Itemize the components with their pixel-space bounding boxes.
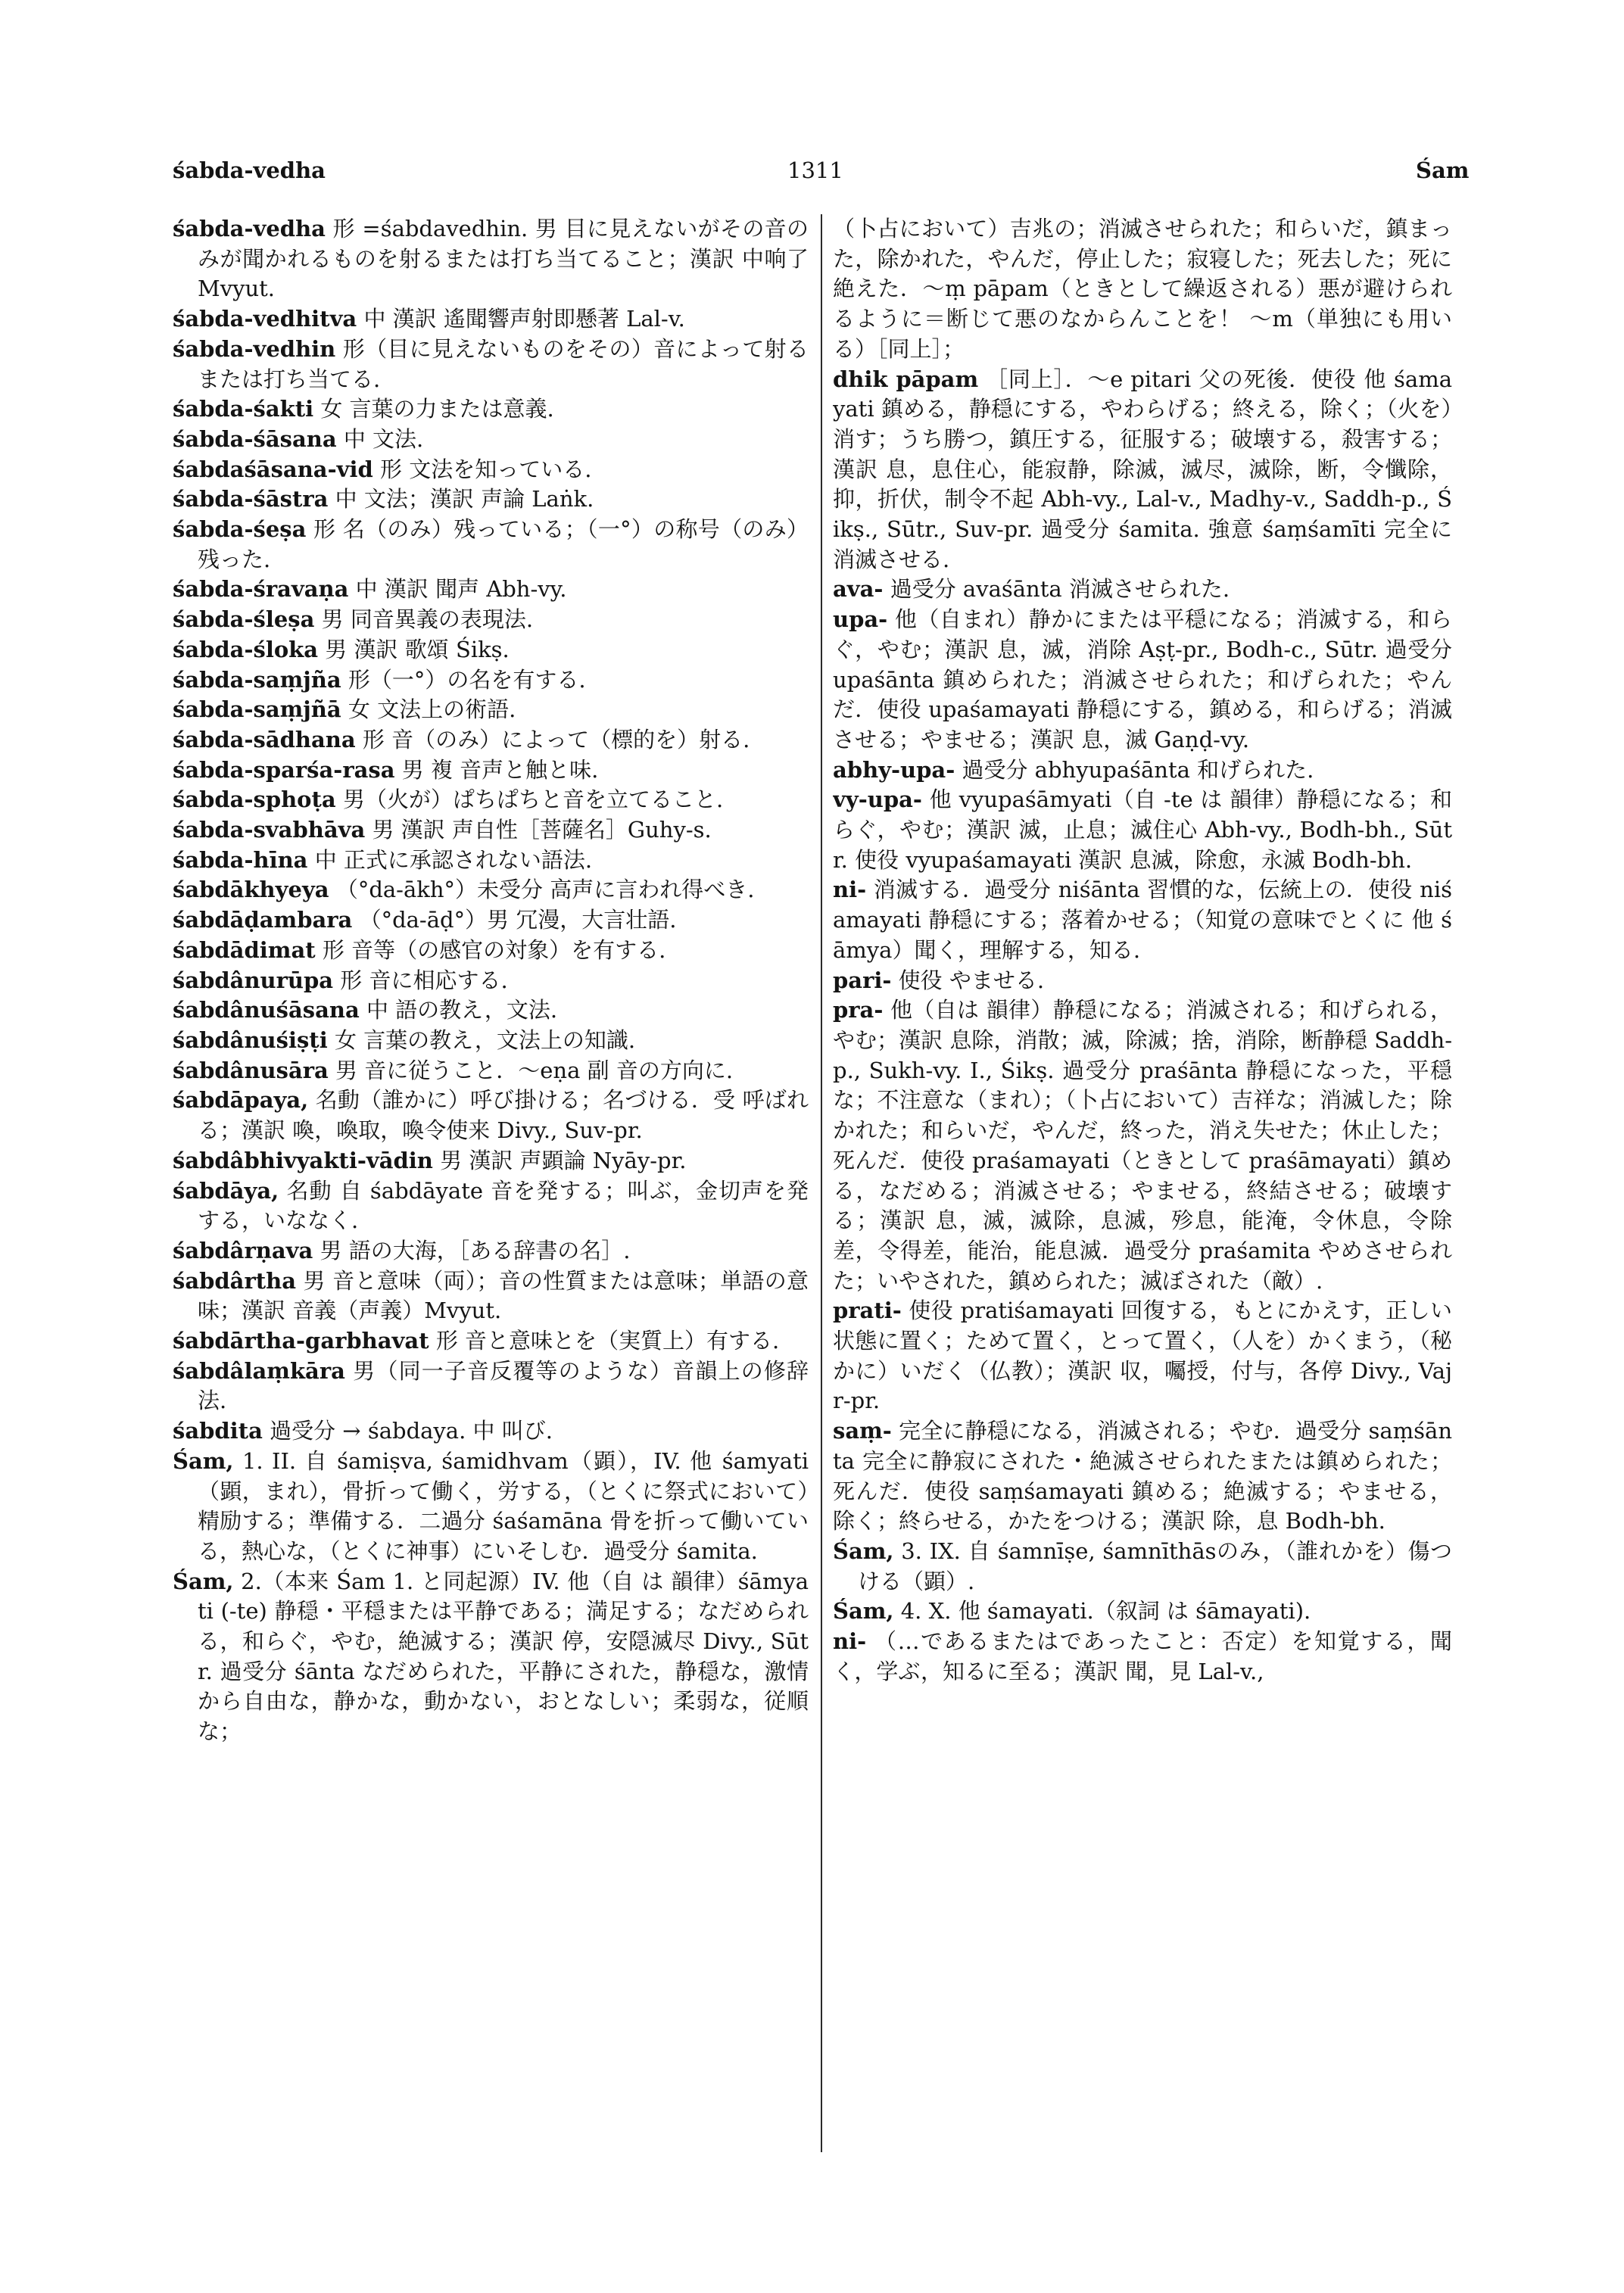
entry-headword: prati- (833, 1298, 902, 1324)
dictionary-entry (833, 1597, 1452, 1627)
entry-headword: Śam, (833, 1537, 894, 1564)
entry-definition: 形 音（のみ）によって（標的を）射る. (362, 726, 750, 752)
dictionary-entry (173, 936, 809, 966)
dictionary-entry (173, 1416, 809, 1447)
dictionary-entry (173, 725, 809, 756)
entry-definition: 形（一°）の名を有する. (348, 666, 586, 693)
dictionary-entry (173, 1357, 809, 1416)
column-divider (821, 214, 822, 2152)
entry-definition: 中 文法. (343, 425, 424, 452)
entry-headword: śabda-śāstra (173, 486, 329, 512)
dictionary-entry (173, 1026, 809, 1056)
dictionary-entry (833, 875, 1452, 965)
entry-headword: dhik pāpam (833, 366, 979, 392)
entry-definition: 使役 やませる. (898, 967, 1045, 993)
dictionary-entry (173, 214, 809, 304)
entry-definition: 中 正式に承認されない語法. (314, 846, 593, 873)
entry-definition: 男 漢訳 声自性［菩薩名］Guhy-s. (372, 817, 712, 843)
dictionary-entry (173, 1447, 809, 1567)
dictionary-entry (833, 575, 1452, 605)
entry-headword: Śam, (173, 1568, 234, 1594)
dictionary-entry (833, 365, 1452, 575)
entry-definition: 中 漢訳 聞声 Abh-vy. (355, 576, 567, 603)
dictionary-entry (833, 966, 1452, 996)
entry-headword: śabda-śakti (173, 396, 314, 422)
dictionary-entry (833, 1627, 1452, 1687)
entry-headword: śabda-hīna (173, 846, 308, 873)
dictionary-entry (173, 335, 809, 394)
entry-definition: 形 名（のみ）残っている；（一°）の称号（のみ）残った. (198, 516, 809, 572)
entry-headword: saṃ- (833, 1418, 892, 1444)
dictionary-entry (173, 1056, 809, 1086)
entry-headword: śabdaśāsana-vid (173, 456, 373, 482)
entry-definition: 男（火が）ぱちぱちと音を立てること. (342, 787, 724, 813)
entry-headword: pra- (833, 997, 884, 1023)
dictionary-entry (173, 905, 809, 936)
entry-headword: śabda-sādhana (173, 726, 356, 752)
entry-definition: 中 文法；漢訳 声論 Laṅk. (335, 486, 594, 512)
entry-headword: śabda-śravaṇa (173, 576, 349, 603)
dictionary-entry (833, 995, 1452, 1296)
entry-definition: 他（自は 韻律）静穏になる；消滅される；和げられる，やむ；漢訳 息除，消散；滅，除滅；捨，消除，断静穏 Saddh-p., Sukh-vy. I., Śikṣ. 過受分 praśānta 静穏になった，平穏な；不注意な（まれ）；（卜占において）吉祥な；消滅した；除かれた；和らいだ，やんだ，終った，消え失せた；休止した；死んだ．使役 praśamayati（ときとして praśāmayati）鎮める，なだめる；消滅させる；やませる，終結させる；破壊する；漢訳 息，滅，滅除，息滅，殄息，能淹，令休息，令除差，令得差，能治，能息滅．過受分 praśamita やめさせられた；いやされた，鎮められた；滅ぼされた（敵）. (833, 997, 1452, 1294)
entry-definition: 名動 自 śabdāyate 音を発する；叫ぶ，金切声を発する，いななく. (198, 1177, 809, 1234)
dictionary-entry (833, 1416, 1452, 1537)
entry-definition: 中 語の教え，文法. (366, 997, 558, 1023)
entry-headword: śabdâbhivyakti-vādin (173, 1147, 433, 1173)
entry-definition: 消滅する．過受分 niśānta 習慣的な，伝統上の．使役 niśamayati 静穏にする；落着かせる；（知覚の意味でとくに 他 śāmya）聞く，理解する，知る. (833, 877, 1452, 963)
entry-definition: （°da-āḍ°）男 冗漫，大言壮語. (359, 907, 677, 933)
dictionary-entry (833, 1296, 1452, 1416)
dictionary-entry (173, 785, 809, 815)
entry-definition: （…であるまたはであったこと：否定）を知覚する，聞く，学ぶ，知るに至る；漢訳 聞，見 Lal-v., (833, 1628, 1452, 1684)
dictionary-entry (173, 1266, 809, 1326)
entry-headword: śabdânusāra (173, 1057, 329, 1083)
entry-definition: 女 文法上の術語. (348, 696, 516, 723)
dictionary-entry (173, 575, 809, 605)
entry-headword: śabdânuśāsana (173, 997, 360, 1023)
entry-headword: ni- (833, 1628, 867, 1655)
entry-definition: 中 漢訳 遙聞響声射即懸著 Lal-v. (363, 306, 685, 332)
entry-headword: śabda-saṃjña (173, 666, 341, 693)
entry-headword: śabdârṇava (173, 1237, 313, 1263)
entry-headword: śabdânurūpa (173, 967, 334, 993)
entry-headword: śabdāya, (173, 1177, 279, 1204)
dictionary-entry (173, 635, 809, 665)
dictionary-entry (833, 785, 1452, 875)
entry-headword: śabdāpaya, (173, 1087, 309, 1114)
entry-definition: 形 音と意味とを（実質上）有する. (435, 1328, 780, 1354)
entry-definition: 形（目に見えないものをその）音によって射るまたは打ち当てる. (198, 335, 809, 392)
entry-headword: Śam, (833, 1598, 894, 1625)
entry-definition: 女 言葉の力または意義. (320, 396, 554, 422)
entry-definition: 形 =śabdavedhin. 男 目に見えないがその音のみが聞かれるものを射るまたは打ち当てること；漢訳 中响了 Mvyut. (198, 216, 809, 302)
entry-headword: śabda-śeṣa (173, 516, 307, 543)
dictionary-entry (833, 756, 1452, 786)
entry-headword: śabda-saṃjñā (173, 696, 341, 723)
entry-headword: pari- (833, 967, 892, 993)
entry-headword: śabdārtha-garbhavat (173, 1328, 429, 1354)
dictionary-entry (173, 695, 809, 725)
entry-headword: śabda-śleṣa (173, 606, 315, 633)
entry-definition: 男 音と意味（両）；音の性質または意味；単語の意味；漢訳 音義（声義）Mvyut. (198, 1267, 809, 1324)
dictionary-entry (833, 605, 1452, 756)
entry-headword: śabda-vedha (173, 216, 326, 241)
running-head-right: Śam (1416, 157, 1470, 183)
entry-definition: 男 音に従うこと．～eṇa 副 音の方向に. (335, 1057, 734, 1083)
entry-headword: śabda-vedhin (173, 335, 336, 362)
page-number: 1311 (787, 157, 843, 183)
entry-definition: ［同上］．～e pitari 父の死後．使役 他 śamayati 鎮める，静穏にする，やわらげる；終える，除く；（火を）消す；うち勝つ，鎮圧する，征服する；破壊する，殺害する；漢訳 息，息住心，能寂静，除滅，滅尽，滅除，断，令懺除，抑，折伏，制令不起 Abh-vy., Lal-v., Madhy-v., Saddh-p., Śikṣ., Sūtr., Suv-pr. 過受分 śamita. 強意 śaṃśamīti 完全に消滅させる. (833, 366, 1452, 572)
dictionary-entry (173, 1086, 809, 1145)
entry-definition: 男 語の大海，［ある辞書の名］. (320, 1237, 631, 1263)
dictionary-entry (173, 995, 809, 1026)
dictionary-entry (173, 1146, 809, 1176)
dictionary-entry (173, 1176, 809, 1236)
entry-definition: 男 複 音声と触と味. (401, 756, 599, 783)
entry-headword: śabdânuśiṣṭi (173, 1027, 328, 1053)
dictionary-entry (173, 875, 809, 905)
entry-definition: 名動（誰かに）呼び掛ける；名づける．受 呼ばれる；漢訳 喚，喚取，喚令使来 Divy., Suv-pr. (198, 1087, 809, 1144)
right-column (833, 214, 1452, 2182)
entry-definition: 他 vyupaśāmyati（自 -te は 韻律）静穏になる；和らぐ，やむ；漢訳 滅，止息；滅住心 Abh-vy., Bodh-bh., Sūtr. 使役 vyupaśamayati 漢訳 息滅，除愈，永滅 Bodh-bh. (833, 787, 1452, 873)
entry-definition: 形 文法を知っている. (379, 456, 592, 482)
entry-definition: 完全に静穏になる，消滅される；やむ．過受分 saṃśānta 完全に静寂にされた・絶滅させられたまたは鎮められた；死んだ．使役 saṃśamayati 鎮める；絶滅する；やませる，除く；終らせる，かたをつける；漢訳 除，息 Bodh-bh. (833, 1418, 1452, 1534)
entry-headword: śabdākhyeya (173, 877, 329, 903)
entry-headword: vy-upa- (833, 787, 922, 813)
dictionary-entry (833, 1537, 1452, 1597)
entry-headword: śabdādimat (173, 936, 316, 963)
dictionary-entry (833, 214, 1452, 365)
entry-definition: 4. X. 他 śamayati.（叙詞 は śāmayati). (900, 1598, 1311, 1625)
entry-definition: 男 漢訳 声顕論 Nyāy-pr. (440, 1147, 687, 1173)
left-column (173, 214, 809, 2182)
entry-headword: śabdita (173, 1418, 263, 1444)
entry-headword: śabdârtha (173, 1267, 297, 1294)
entry-headword: śabda-svabhāva (173, 817, 366, 843)
entry-headword: Śam, (173, 1447, 234, 1474)
dictionary-entry (173, 756, 809, 786)
entry-definition: 使役 pratiśamayati 回復する，もとにかえす，正しい状態に置く；ためて置く，とって置く，（人を）かくまう，（秘かに）いだく（仏教）；漢訳 収，囑授，付与，各停 Divy., Vajr-pr. (833, 1298, 1452, 1414)
entry-headword: ni- (833, 877, 867, 903)
dictionary-entry (173, 1236, 809, 1266)
entry-headword: śabda-śāsana (173, 425, 337, 452)
dictionary-entry (173, 815, 809, 846)
entry-definition: 女 言葉の教え，文法上の知識. (334, 1027, 636, 1053)
entry-definition: （卜占において）吉兆の；消滅させられた；和らいだ，鎮まった，除かれた，やんだ，停止した；寂寝した；死去した；死に絶えた．～ṃ pāpam（ときとして繰返される）悪が避けられるように＝断じて悪のなからんことを！ ～m（単独にも用いる）［同上］； (833, 216, 1452, 362)
dictionary-entry (173, 484, 809, 515)
dictionary-entry (173, 394, 809, 425)
entry-headword: abhy-upa- (833, 756, 955, 783)
entry-definition: 過受分 abhyupaśānta 和げられた. (962, 756, 1314, 783)
entry-definition: 1. II. 自 śamiṣva, śamidhvam（顕），IV. 他 śamyati（顕，まれ），骨折って働く，労する，（とくに祭式において）精励する；準備する．二過分 śaśamāna 骨を折って働いている，熱心な，（とくに神事）にいそしむ．過受分 śamita. (198, 1447, 809, 1564)
entry-definition: 形 音等（の感官の対象）を有する. (322, 936, 666, 963)
entry-headword: śabdāḍambara (173, 907, 353, 933)
entry-definition: 男（同一子音反覆等のような）音韻上の修辞法. (198, 1357, 809, 1414)
entry-headword: śabda-sphoṭa (173, 787, 336, 813)
dictionary-entry (173, 1567, 809, 1747)
dictionary-entry (173, 304, 809, 335)
entry-headword: ava- (833, 576, 884, 603)
entry-definition: 男 漢訳 歌頌 Śikṣ. (325, 636, 510, 662)
dictionary-entry (173, 425, 809, 455)
running-head-left: śabda-vedha (173, 157, 326, 183)
entry-headword: śabda-vedhitva (173, 306, 357, 332)
entry-definition: （°da-ākh°）未受分 高声に言われ得べき. (335, 877, 755, 903)
entry-headword: śabda-śloka (173, 636, 319, 662)
entry-definition: 2.（本来 Śam 1. と同起源）IV. 他（自 は 韻律）śāmyati (-te) 静穏・平穏または平静である；満足する；なだめられる，和らぐ，やむ，絶滅する；漢訳 停，安隠滅尽 Divy., Sūtr. 過受分 śānta なだめられた，平静にされた，静穏な，激情から自由な，静かな，動かない，おとなしい；柔弱な，従順な； (198, 1568, 809, 1745)
dictionary-entry (173, 605, 809, 635)
dictionary-entry (173, 1326, 809, 1357)
dictionary-entry (173, 515, 809, 575)
entry-definition: 男 同音異義の表現法. (321, 606, 534, 633)
entry-headword: śabda-sparśa-rasa (173, 756, 395, 783)
entry-definition: 形 音に相応する. (340, 967, 508, 993)
entry-headword: upa- (833, 606, 888, 633)
entry-definition: 過受分 → śabdaya. 中 叫び. (270, 1418, 553, 1444)
entry-definition: 他（自まれ）静かにまたは平穏になる；消滅する，和らぐ，やむ；漢訳 息，滅，消除 Aṣṭ-pr., Bodh-c., Sūtr. 過受分 upaśānta 鎮められた；消滅させられた；和げられた；やんだ．使役 upaśamayati 静穏にする，鎮める，和らげる；消滅させる；やませる；漢訳 息，滅 Gaṇḍ-vy. (833, 606, 1452, 752)
dictionary-entry (173, 455, 809, 485)
dictionary-entry (173, 665, 809, 696)
entry-definition: 3. IX. 自 śamnīṣe, śamnīthāsのみ，（誰れかを）傷つける（顕）. (858, 1537, 1452, 1594)
dictionary-entry (173, 966, 809, 996)
entry-headword: śabdâlaṃkāra (173, 1357, 345, 1384)
entry-definition: 過受分 avaśānta 消滅させられた. (890, 576, 1230, 603)
dictionary-entry (173, 846, 809, 876)
